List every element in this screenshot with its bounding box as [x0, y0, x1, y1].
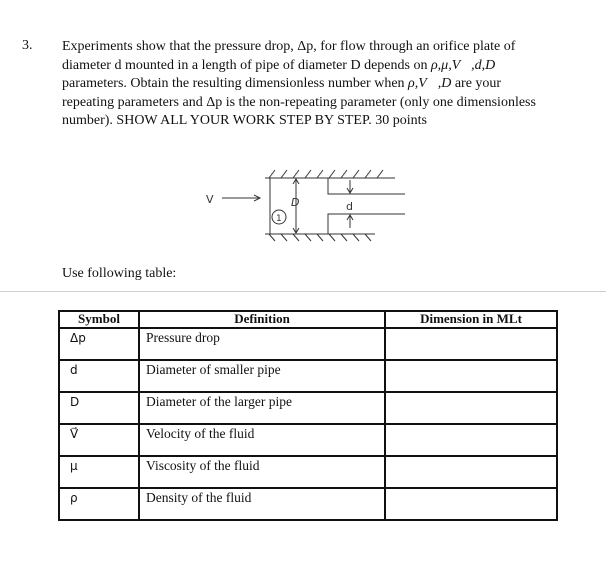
repeating-variables: ρ,V⃗,D: [408, 76, 452, 91]
dimension-table: [58, 310, 558, 521]
question-line-1: Experiments show that the pressure drop, Δp, for flow through an orifice plate of: [62, 39, 516, 54]
table-header-row: [59, 311, 557, 328]
definition-cell: Viscosity of the fluid: [139, 456, 385, 488]
table-row: [59, 456, 557, 488]
table-row: [59, 328, 557, 360]
table-row: [59, 360, 557, 392]
header-dimension: Dimension in MLt: [385, 311, 557, 328]
question-line-3-text: parameters. Obtain the resulting dimensionless number when: [62, 76, 405, 91]
dimension-cell[interactable]: [385, 328, 557, 360]
lower-wall-hatching: [269, 234, 371, 241]
upper-wall-hatching: [269, 170, 383, 178]
definition-cell: Diameter of the larger pipe: [139, 392, 385, 424]
question-text: [62, 38, 582, 131]
header-definition: Definition: [139, 311, 385, 328]
symbol-cell: ρ: [59, 488, 139, 520]
question-line-3: [62, 75, 582, 94]
symbol-cell: D: [59, 392, 139, 424]
big-diameter-label: D: [291, 196, 300, 209]
definition-cell: Diameter of smaller pipe: [139, 360, 385, 392]
header-symbol: Symbol: [59, 311, 139, 328]
small-diameter-arrow-top: [347, 180, 353, 193]
definition-cell: Pressure drop: [139, 328, 385, 360]
orifice-plate-lower: [328, 214, 405, 234]
velocity-arrow: [222, 195, 260, 201]
question-line-2: [62, 57, 582, 76]
dimension-cell[interactable]: [385, 488, 557, 520]
dependency-variables: ρ,μ,V⃗,d,D: [430, 57, 496, 73]
dimension-cell[interactable]: [385, 424, 557, 456]
small-diameter-arrow-bottom: [347, 215, 353, 228]
velocity-label: V: [206, 193, 214, 206]
symbol-cell: d: [59, 360, 139, 392]
table-caption: Use following table:: [62, 266, 177, 281]
divider: [0, 291, 606, 292]
small-diameter-label: d: [346, 200, 353, 213]
symbol-cell: V⃗: [59, 424, 139, 456]
question-line-4: repeating parameters and Δp is the non-repeating parameter (only one dimensionless: [62, 94, 536, 110]
station-label: 1: [276, 214, 282, 224]
question-line-3-suffix: are your: [454, 76, 502, 91]
symbol-cell: μ: [59, 456, 139, 488]
definition-cell: Density of the fluid: [139, 488, 385, 520]
dimension-cell[interactable]: [385, 360, 557, 392]
question-line-2-text: diameter d mounted in a length of pipe of diameter D depends on: [62, 57, 428, 73]
table-row: [59, 392, 557, 424]
question-line-5: number). SHOW ALL YOUR WORK STEP BY STEP. 30 points: [62, 113, 427, 128]
table-row: [59, 424, 557, 456]
orifice-plate-upper: [328, 178, 405, 194]
definition-cell: Velocity of the fluid: [139, 424, 385, 456]
table-row: [59, 488, 557, 520]
orifice-pipe-sketch: [195, 158, 405, 248]
symbol-cell: Δp: [59, 328, 139, 360]
dimension-cell[interactable]: [385, 456, 557, 488]
dimension-cell[interactable]: [385, 392, 557, 424]
question-number: 3.: [22, 38, 33, 53]
